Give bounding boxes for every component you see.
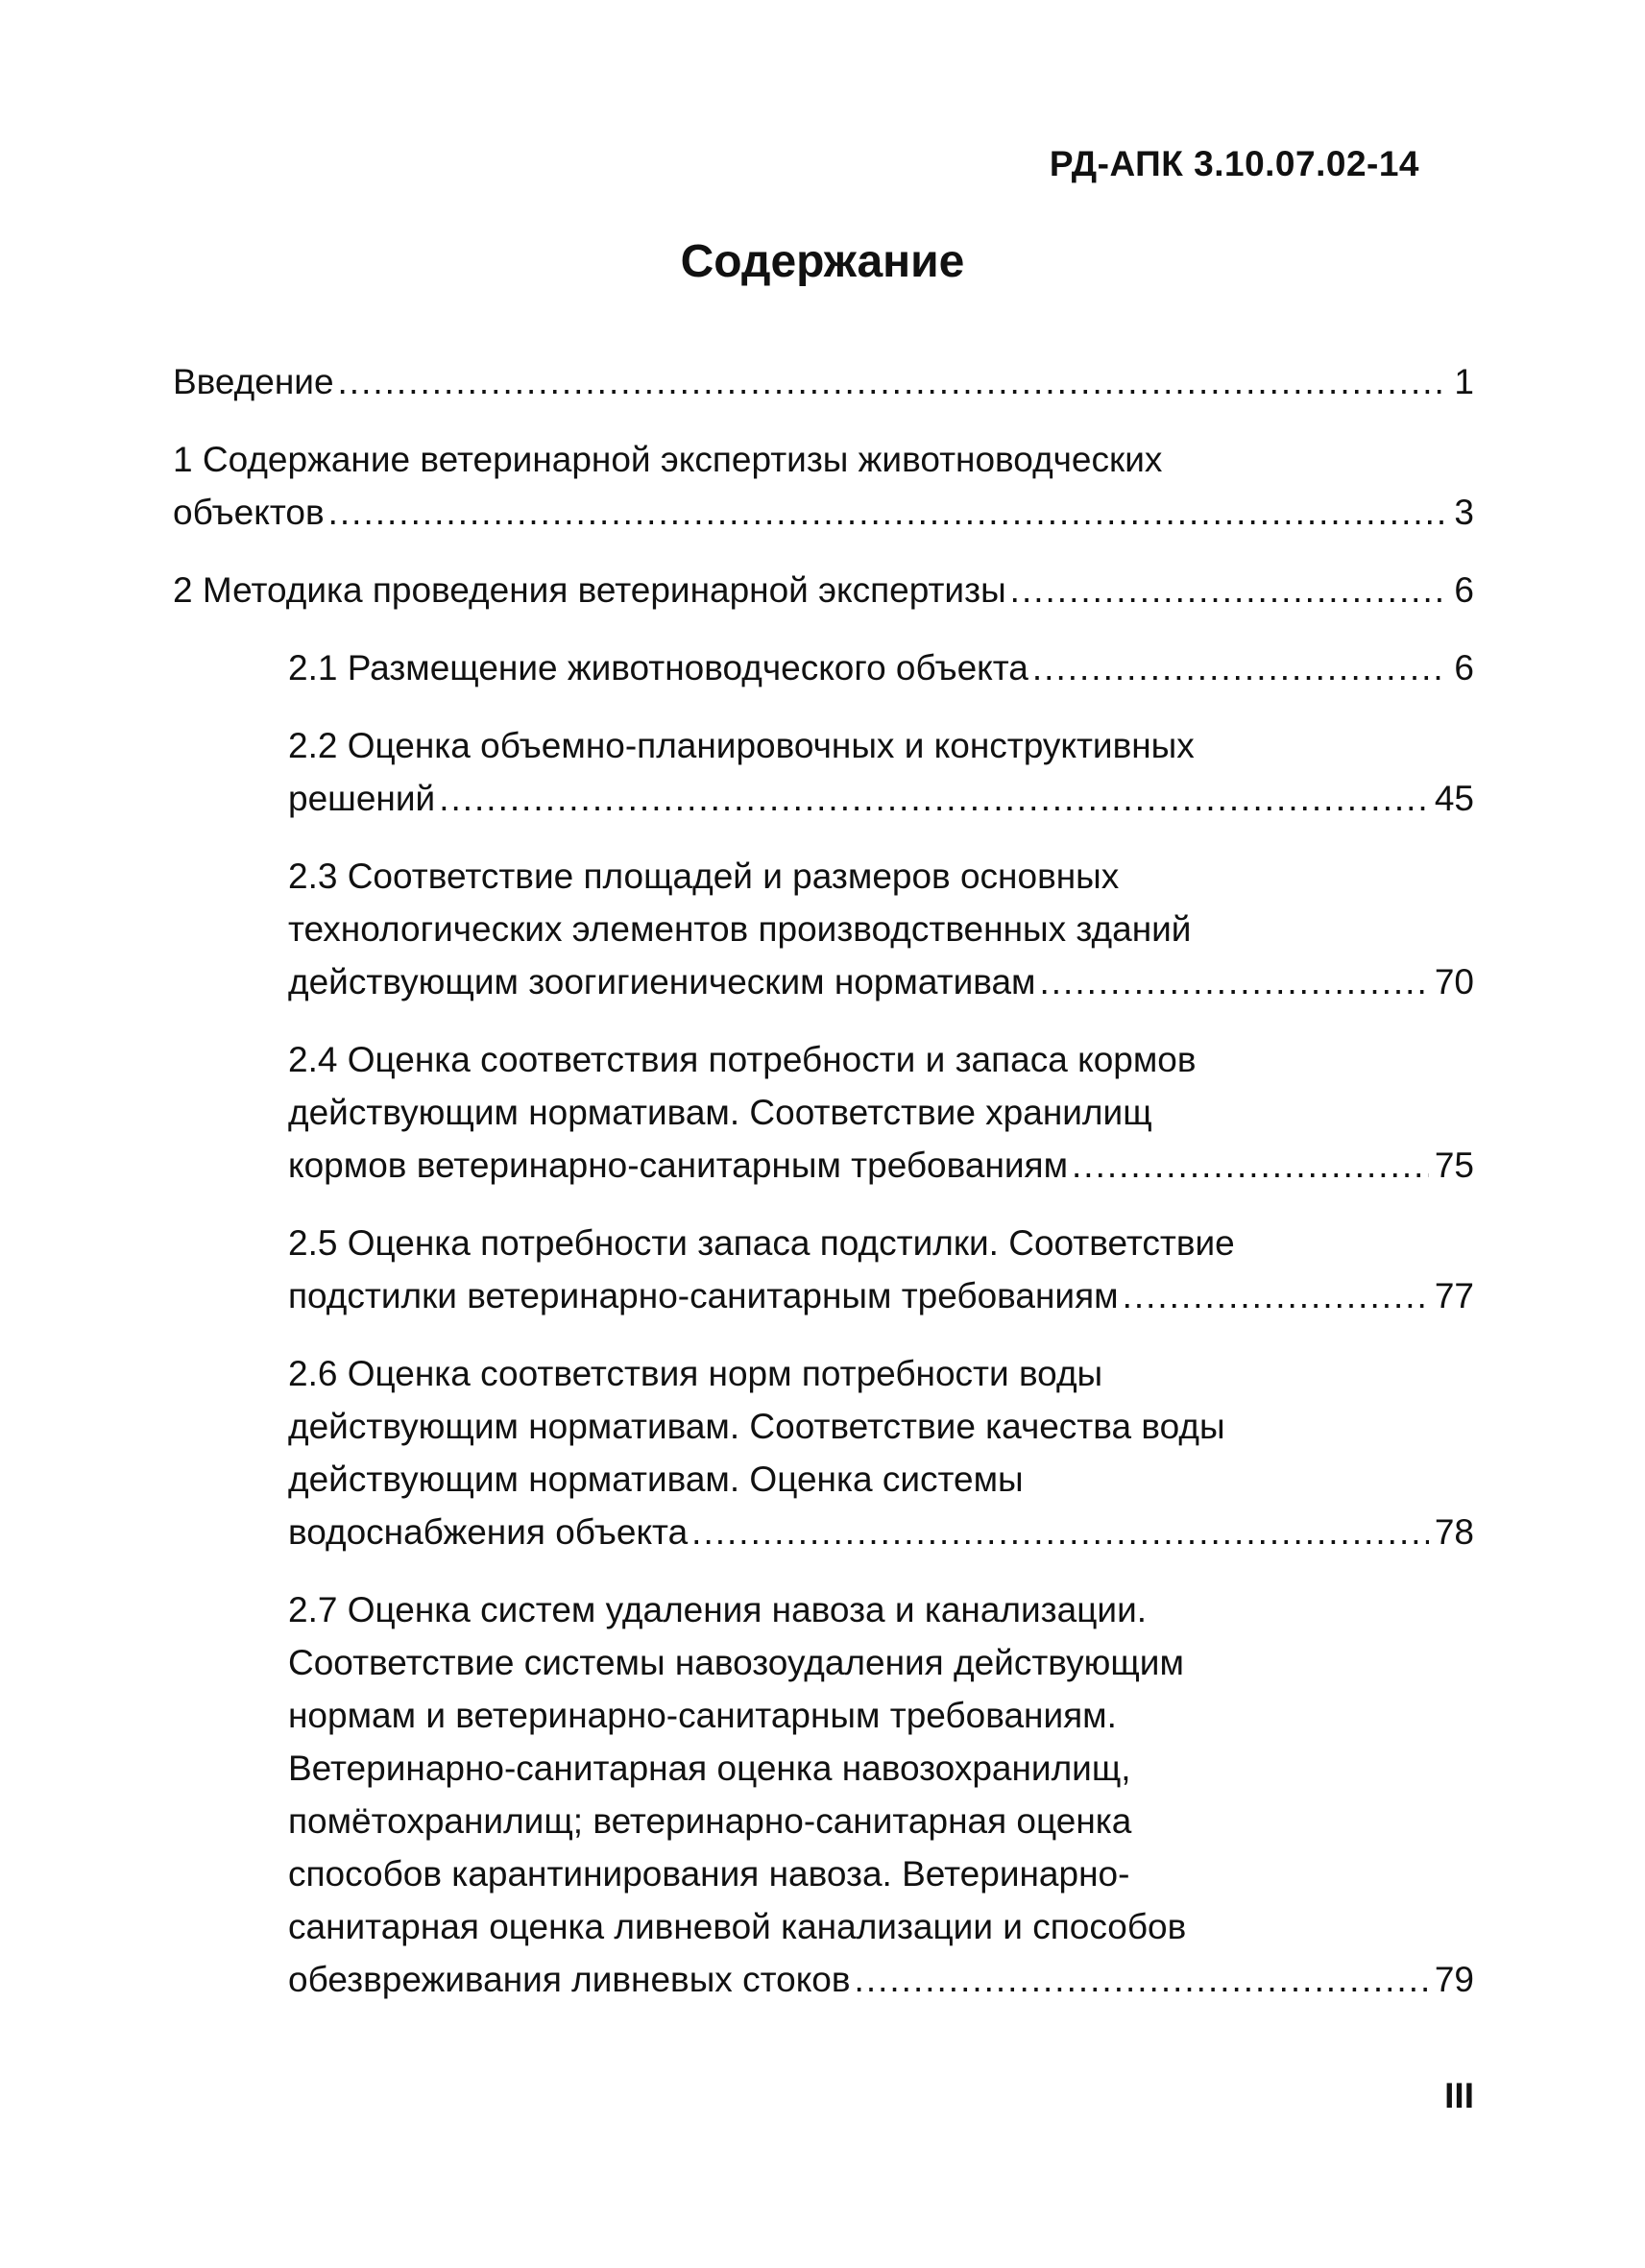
toc-entry-section-2-6[interactable]	[173, 1347, 1474, 1558]
toc-page-number: 77	[1434, 1276, 1474, 1315]
toc-entry-text: обезвреживания ливневых стоков	[288, 1960, 851, 1999]
toc-entry-text: действующим зоогигиеническим нормативам	[288, 962, 1036, 1001]
document-code: РД-АПК 3.10.07.02-14	[1049, 144, 1419, 183]
dot-leader	[338, 355, 1449, 408]
toc-entry-text: 2.6 Оценка соответствия норм потребности воды	[288, 1354, 1103, 1393]
toc-page-number: 6	[1454, 648, 1474, 688]
dot-leader	[691, 1506, 1429, 1558]
toc-entry-text: объектов	[173, 493, 325, 532]
toc-entry-section-1[interactable]	[173, 433, 1474, 539]
toc-page-number: 6	[1454, 570, 1474, 610]
toc-entry-text: кормов ветеринарно-санитарным требованиям	[288, 1146, 1069, 1185]
toc-entry-text: нормам и ветеринарно-санитарным требованиям.	[288, 1696, 1117, 1735]
toc-entry-text: решений	[288, 779, 436, 818]
toc-entry-section-2[interactable]	[173, 564, 1474, 616]
toc-entry-text: 2.4 Оценка соответствия потребности и запаса кормов	[288, 1040, 1197, 1079]
toc-page-number: 3	[1454, 493, 1474, 532]
toc-entry-section-2-5[interactable]	[173, 1217, 1474, 1322]
dot-leader	[1123, 1269, 1429, 1322]
dot-leader	[1032, 641, 1449, 694]
toc-entry-text: действующим нормативам. Оценка системы	[288, 1460, 1024, 1499]
toc-page-number: 79	[1434, 1960, 1474, 1999]
toc-entry-text: санитарная оценка ливневой канализации и способов	[288, 1907, 1187, 1946]
toc-entry-text: действующим нормативам. Соответствие хранилищ	[288, 1093, 1152, 1132]
dot-leader	[1010, 564, 1449, 616]
toc-entry-section-2-7[interactable]	[173, 1583, 1474, 2006]
toc-entry-text: помётохранилищ; ветеринарно-санитарная оценка	[288, 1801, 1132, 1841]
toc-entry-text: Соответствие системы навозоудаления действующим	[288, 1643, 1184, 1682]
toc-page-number: 70	[1434, 962, 1474, 1001]
dot-leader	[439, 772, 1429, 825]
toc-entry-text: 2.3 Соответствие площадей и размеров основных	[288, 857, 1120, 896]
toc-entry-text: 2.5 Оценка потребности запаса подстилки. Соответствие	[288, 1223, 1235, 1263]
toc-entry-text: 2.7 Оценка систем удаления навоза и канализации.	[288, 1590, 1148, 1629]
toc-entry-introduction[interactable]	[173, 355, 1474, 408]
toc-page-number: 75	[1434, 1146, 1474, 1185]
page-number: III	[1444, 2076, 1474, 2115]
toc-entry-section-2-4[interactable]	[173, 1033, 1474, 1192]
toc-entry-text: 2.2 Оценка объемно-планировочных и конструктивных	[288, 726, 1195, 765]
toc-entry-text: способов карантинирования навоза. Ветеринарно-	[288, 1854, 1130, 1894]
toc-entry-section-2-1[interactable]	[173, 641, 1474, 694]
dot-leader	[1040, 955, 1429, 1008]
toc-entry-text: водоснабжения объекта	[288, 1512, 689, 1552]
toc-entry-text: 2 Методика проведения ветеринарной экспертизы	[173, 570, 1006, 610]
toc-entry-text: Введение	[173, 362, 334, 401]
toc-page-number: 78	[1434, 1512, 1474, 1552]
toc-entry-section-2-2[interactable]	[173, 719, 1474, 825]
toc-entry-text: 1 Содержание ветеринарной экспертизы животноводческих	[173, 440, 1163, 479]
toc-page-number: 1	[1454, 362, 1474, 401]
toc-entry-text: технологических элементов производственных зданий	[288, 909, 1192, 949]
dot-leader	[328, 486, 1449, 539]
toc-entry-text: Ветеринарно-санитарная оценка навозохранилищ,	[288, 1749, 1131, 1788]
table-of-contents	[173, 355, 1474, 2006]
toc-entry-text: подстилки ветеринарно-санитарным требованиям	[288, 1276, 1119, 1315]
toc-entry-text: 2.1 Размещение животноводческого объекта	[288, 648, 1028, 688]
toc-entry-text: действующим нормативам. Соответствие качества воды	[288, 1407, 1225, 1446]
page-title: Содержание	[680, 236, 965, 287]
toc-page-number: 45	[1434, 779, 1474, 818]
dot-leader	[1072, 1139, 1429, 1192]
dot-leader	[855, 1953, 1429, 2006]
toc-entry-section-2-3[interactable]	[173, 850, 1474, 1008]
